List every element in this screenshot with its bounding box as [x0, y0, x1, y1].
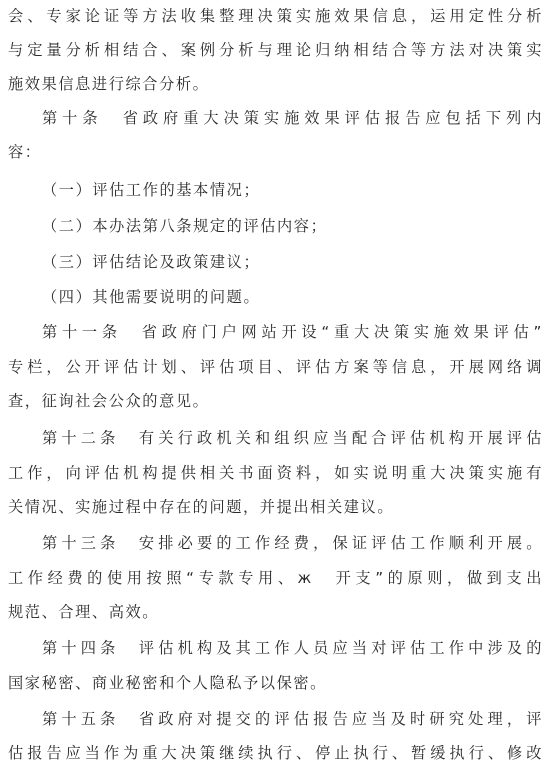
list-item: （三）评估结论及政策建议；	[42, 253, 261, 271]
list-item: （一）评估工作的基本情况；	[42, 181, 261, 199]
list-item: （四）其他需要说明的问题。	[42, 288, 261, 306]
list-item: （二）本办法第八条规定的评估内容；	[42, 217, 328, 235]
article-15-heading: 第十五条 省政府对提交的评估报告应当及时研究处理，评	[42, 710, 543, 728]
text-line: 规范、合理、高效。	[8, 603, 160, 621]
text-line: 容：	[8, 143, 42, 161]
article-11-heading: 第十一条 省政府门户网站开设“重大决策实施效果评估”	[42, 323, 543, 341]
text-line: 关情况、实施过程中存在的问题，并提出相关建议。	[8, 498, 395, 516]
text-line: 会、专家论证等方法收集整理决策实施效果信息，运用定性分析	[8, 7, 543, 25]
text-line: 施效果信息进行综合分析。	[8, 75, 210, 93]
text-line: 与定量分析相结合、案例分析与理论归纳相结合等方法对决策实	[8, 41, 543, 59]
text-line: 专栏，公开评估计划、评估项目、评估方案等信息，开展网络调	[8, 358, 543, 376]
article-12-heading: 第十二条 有关行政机关和组织应当配合评估机构开展评估	[42, 429, 543, 447]
article-10-heading: 第十条 省政府重大决策实施效果评估报告应包括下列内	[42, 109, 543, 127]
text-line: 估报告应当作为重大决策继续执行、停止执行、暂缓执行、修改	[8, 744, 543, 762]
text-line: 国家秘密、商业秘密和个人隐私予以保密。	[8, 674, 327, 692]
text-line: 工作经费的使用按照“专款专用、ж 开支”的原则，做到支出	[8, 569, 543, 587]
article-13-heading: 第十三条 安排必要的工作经费，保证评估工作顺利开展。	[42, 534, 543, 552]
article-14-heading: 第十四条 评估机构及其工作人员应当对评估工作中涉及的	[42, 639, 543, 657]
text-line: 查，征询社会公众的意见。	[8, 392, 210, 410]
text-line: 工作，向评估机构提供相关书面资料，如实说明重大决策实施有	[8, 464, 543, 482]
